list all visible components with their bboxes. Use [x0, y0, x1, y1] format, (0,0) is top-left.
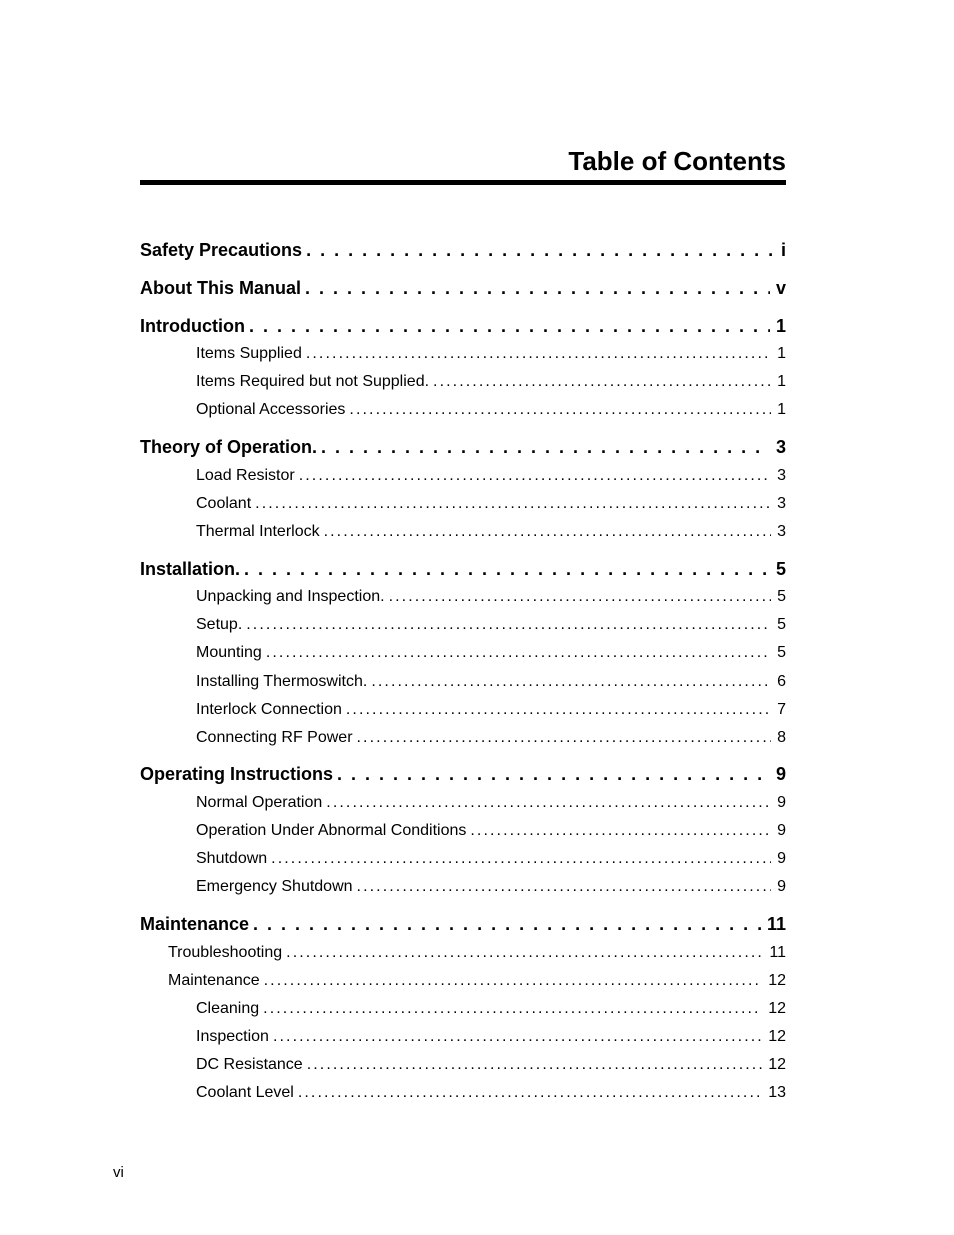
- dot-leader: [298, 1082, 762, 1104]
- toc-entry-page-number: 6: [777, 673, 786, 690]
- toc-entry-page-number: 9: [775, 764, 786, 784]
- toc-entry-label: Optional Accessories: [196, 401, 346, 418]
- dot-leader: [246, 614, 771, 636]
- toc-entry-label: Safety Precautions: [140, 240, 303, 260]
- dot-leader: [433, 371, 771, 393]
- toc-section-entry[interactable]: [196, 727, 786, 749]
- toc-chapter-entry[interactable]: [140, 314, 786, 338]
- toc-section-entry[interactable]: [196, 848, 786, 870]
- toc-entry-label: Items Supplied: [196, 345, 302, 362]
- toc-entry-page-number: 1: [777, 373, 786, 390]
- toc-section-entry[interactable]: [196, 642, 786, 664]
- toc-entry-label: Cleaning: [196, 1000, 260, 1017]
- toc-section-entry[interactable]: [196, 614, 786, 636]
- toc-entry-label: Operating Instructions: [140, 764, 334, 784]
- toc-section-entry[interactable]: [196, 465, 786, 487]
- toc-entry-label: Coolant Level: [196, 1084, 294, 1101]
- page-number: vi: [113, 1164, 124, 1181]
- dot-leader: [286, 942, 763, 964]
- toc-entry-page-number: 8: [777, 729, 786, 746]
- toc-entry-label: Troubleshooting: [168, 944, 283, 961]
- toc-entry-label: Introduction: [140, 316, 245, 336]
- toc-chapter-entry[interactable]: [140, 238, 786, 262]
- toc-entry-page-number: 5: [775, 559, 786, 579]
- dot-leader: [273, 1026, 762, 1048]
- toc-chapter-entry[interactable]: [140, 557, 786, 581]
- toc-entry-label: Maintenance: [168, 972, 260, 989]
- toc-entry-label: Installing Thermoswitch.: [196, 673, 368, 690]
- toc-entry-label: Normal Operation: [196, 794, 323, 811]
- dot-leader: [306, 343, 771, 365]
- toc-entry-label: Coolant: [196, 495, 252, 512]
- toc-entry-page-number: 13: [768, 1084, 786, 1101]
- toc-section-entry[interactable]: [196, 820, 786, 842]
- dot-leader: [307, 1054, 763, 1076]
- dot-leader: [266, 642, 771, 664]
- toc-entry-label: Connecting RF Power: [196, 729, 353, 746]
- toc-entry-label: Installation.: [140, 559, 241, 579]
- toc-entry-label: DC Resistance: [196, 1056, 303, 1073]
- toc-entry-page-number: 1: [775, 316, 786, 336]
- toc-section-entry[interactable]: [196, 343, 786, 365]
- toc-section-entry[interactable]: [196, 493, 786, 515]
- toc-entry-label: Interlock Connection: [196, 701, 342, 718]
- dot-leader: [305, 276, 770, 300]
- toc-chapter-entry[interactable]: [140, 762, 786, 786]
- toc-section-entry[interactable]: [196, 998, 786, 1020]
- toc-entry-label: Items Required but not Supplied.: [196, 373, 430, 390]
- toc-section-entry[interactable]: [196, 586, 786, 608]
- toc-section-entry[interactable]: [168, 970, 786, 992]
- toc-section-entry[interactable]: [196, 521, 786, 543]
- toc-entry-page-number: 7: [777, 701, 786, 718]
- toc-entry-page-number: 1: [777, 345, 786, 362]
- toc-entry-label: Shutdown: [196, 850, 268, 867]
- toc-entry-page-number: 3: [775, 437, 786, 457]
- dot-leader: [371, 671, 771, 693]
- dot-leader: [321, 435, 770, 459]
- dot-leader: [349, 399, 771, 421]
- dot-leader: [253, 912, 761, 936]
- dot-leader: [357, 876, 772, 898]
- toc-entry-page-number: 9: [777, 822, 786, 839]
- toc-chapter-entry[interactable]: [140, 435, 786, 459]
- toc-section-entry[interactable]: [196, 1082, 786, 1104]
- toc-chapter-entry[interactable]: [140, 276, 786, 300]
- toc-entry-page-number: 9: [777, 794, 786, 811]
- toc-entry-page-number: 12: [768, 1056, 786, 1073]
- dot-leader: [306, 238, 775, 262]
- toc-entry-label: Setup.: [196, 616, 243, 633]
- toc-entry-label: Thermal Interlock: [196, 523, 320, 540]
- toc-section-entry[interactable]: [196, 671, 786, 693]
- toc-entry-label: Mounting: [196, 644, 262, 661]
- toc-entry-page-number: 12: [768, 1000, 786, 1017]
- page-title: Table of Contents: [568, 146, 786, 176]
- toc-entry-page-number: 9: [777, 850, 786, 867]
- toc-entry-page-number: 3: [777, 467, 786, 484]
- dot-leader: [326, 792, 771, 814]
- toc-entry-page-number: 12: [768, 972, 786, 989]
- toc-entry-page-number: i: [780, 240, 786, 260]
- toc-section-entry[interactable]: [196, 699, 786, 721]
- toc-section-entry[interactable]: [196, 876, 786, 898]
- toc-entry-page-number: 5: [777, 644, 786, 661]
- dot-leader: [299, 465, 771, 487]
- dot-leader: [470, 820, 771, 842]
- dot-leader: [263, 998, 762, 1020]
- toc-section-entry[interactable]: [196, 1026, 786, 1048]
- toc-section-entry[interactable]: [168, 942, 786, 964]
- dot-leader: [271, 848, 771, 870]
- toc-entry-label: Maintenance: [140, 914, 250, 934]
- toc-entry-label: Emergency Shutdown: [196, 878, 353, 895]
- dot-leader: [337, 762, 770, 786]
- dot-leader: [244, 557, 770, 581]
- toc-entry-label: Theory of Operation.: [140, 437, 318, 457]
- toc-entry-page-number: v: [775, 278, 786, 298]
- dot-leader: [255, 493, 771, 515]
- toc-entry-page-number: 9: [777, 878, 786, 895]
- dot-leader: [324, 521, 772, 543]
- toc-entry-page-number: 11: [766, 914, 786, 934]
- toc-entry-label: Inspection: [196, 1028, 269, 1045]
- toc-entry-page-number: 1: [777, 401, 786, 418]
- toc-entry-label: About This Manual: [140, 278, 301, 298]
- toc-section-entry[interactable]: [196, 371, 786, 393]
- toc-entry-page-number: 3: [777, 495, 786, 512]
- dot-leader: [357, 727, 772, 749]
- dot-leader: [346, 699, 771, 721]
- toc-section-entry[interactable]: [196, 399, 786, 421]
- toc-entry-page-number: 5: [777, 616, 786, 633]
- toc-entry-label: Unpacking and Inspection.: [196, 588, 385, 605]
- toc-entry-label: Load Resistor: [196, 467, 295, 484]
- toc-entry-label: Operation Under Abnormal Conditions: [196, 822, 467, 839]
- toc-entry-page-number: 3: [777, 523, 786, 540]
- toc-chapter-entry[interactable]: [140, 912, 786, 936]
- dot-leader: [389, 586, 772, 608]
- toc-section-entry[interactable]: [196, 792, 786, 814]
- toc-section-entry[interactable]: [196, 1054, 786, 1076]
- toc-entry-page-number: 11: [769, 944, 786, 961]
- toc-entry-page-number: 12: [768, 1028, 786, 1045]
- dot-leader: [249, 314, 770, 338]
- dot-leader: [264, 970, 763, 992]
- toc-entry-page-number: 5: [777, 588, 786, 605]
